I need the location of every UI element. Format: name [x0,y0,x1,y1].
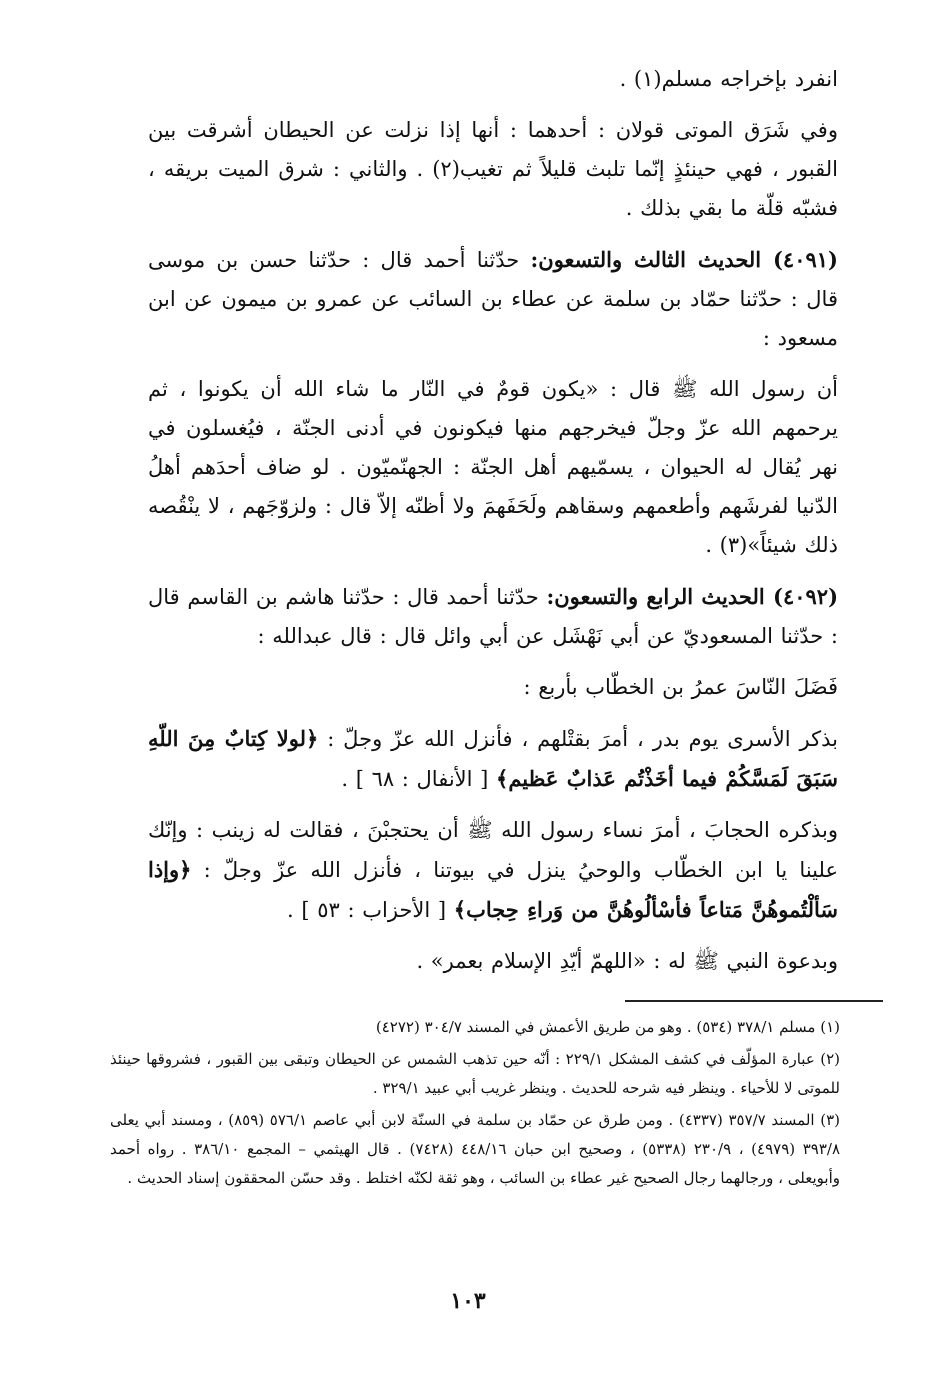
paragraph-6: فَضَلَ النّاسَ عمرُ بن الخطّاب بأربع : [523,675,838,699]
footnote-separator [625,1000,883,1002]
paragraph-4: أن رسول الله ﷺ قال : «يكون قومٌ في النّار ما شاء الله أن يكونوا ، ثم يرحمهم الله عزّ وجلّ فيخرجهم منها فيكونون في أدنى الجنّة ، فيُغسلون في نهر يُقال له الحيوان ، يسمّيهم أهل الجنّة : الجهنّميّون . لو ضاف أحدَهم أهلُ الدّنيا لفرشَهم وأطعمهم وسقاهم ولَحَفَهمَ ولا أظنّه إلاّ قال : ولزوّجَهم ، لا ينْقُصه ذلك شيئاً»(٣) . [148,377,838,557]
verse-reference: [ الأنفال : ٦٨ ] . [341,767,497,791]
main-text [148,60,838,993]
hadith-chain: حدّثنا أحمد قال : حدّثنا هاشم بن القاسم قال : حدّثنا المسعوديّ عن أبي نَهْشَل عن أبي وائل قال : قال عبدالله : [148,585,838,648]
footnote-3: (٣) المسند ٣٥٧/٧ (٤٣٣٧) . ومن طرق عن حمّاد بن سلمة في السنّة لابن أبي عاصم ٥٧٦/١ (٨٥٩) ، ومسند أبي يعلى ٣٩٣/٨ (٤٩٧٩) ، ٢٣٠/٩ (٥٣٣٨) ، وصحيح ابن حبان ٤٤٨/١٦ (٧٤٢٨) . قال الهيثمي – المجمع ٣٨٦/١٠ . رواه أحمد وأبويعلى ، ورجالهما رجال الصحيح غير عطاء بن السائب ، وهو ثقة لكنّه اختلط . وقد حسّن المحققون إسناد الحديث . [110,1111,841,1187]
hadith-chain: حدّثنا أحمد قال : حدّثنا حسن بن موسى قال : حدّثنا حمّاد بن سلمة عن عطاء بن السائب عن عمرو بن ميمون عن ابن مسعود : [148,248,838,350]
footnote-1: (١) مسلم ٣٧٨/١ (٥٣٤) . وهو من طريق الأعمش في المسند ٣٠٤/٧ (٤٢٧٢) [375,1018,840,1036]
text: بذكر الأسرى يوم بدر ، أمرَ بقتْلهم ، فأنزل الله عزّ وجلّ : [318,727,838,751]
verse-reference: [ الأحزاب : ٥٣ ] . [287,898,454,922]
paragraph-7 [148,719,838,799]
paragraph-8 [148,811,838,930]
hadith-4091 [148,240,838,358]
footnote-2: (٢) عبارة المؤلّف في كشف المشكل ٢٢٩/١ : أنّه حين تذهب الشمس عن الحيطان وتبقى بين القبور ، فشروقها حينئذ للموتى لا للأحياء . وينظر فيه شرحه للحديث . وينظر غريب أبي عبيد ٣٢٩/١ . [110,1050,840,1097]
text: وبذكره الحجابَ ، أمرَ نساء رسول الله ﷺ أن يحتجبْنَ ، فقالت له زينب : وإنّك علينا يا ابن الخطّاب والوحيُ ينزل في بيوتنا ، فأنزل الله عزّ وجلّ : [148,818,838,882]
paragraph-9: وبدعوة النبي ﷺ له : «اللهمّ أيّدِ الإسلام بعمر» . [416,949,838,973]
hadith-4092 [148,577,838,656]
quran-verse: ﴿وإذا سَألْتُموهُنَّ مَتاعاً فأسْألُوهُنَّ من وَراءِ حِجاب﴾ [148,857,838,922]
page-number: ١٠٣ [450,1288,486,1314]
quran-verse: ﴿لولا كِتابٌ مِنَ اللّهِ سَبَقَ لَمَسَّكُمْ فيما أخَذْتُم عَذابٌ عَظيم﴾ [148,726,838,791]
paragraph-1: انفرد بإخراجه مسلم(١) . [619,67,838,91]
footnotes [110,1013,840,1196]
hadith-heading: (٤٠٩٢) الحديث الرابع والتسعون: [546,584,838,609]
hadith-heading: (٤٠٩١) الحديث الثالث والتسعون: [530,247,838,272]
paragraph-2: وفي شَرَق الموتى قولان : أحدهما : أنها إذا نزلت عن الحيطان أشرقت بين القبور ، فهي حينئذٍ إنّما تلبث قليلاً ثم تغيب(٢) . والثاني : شرق الميت بريقه ، فشبّه قلّة ما بقي بذلك . [148,118,838,220]
